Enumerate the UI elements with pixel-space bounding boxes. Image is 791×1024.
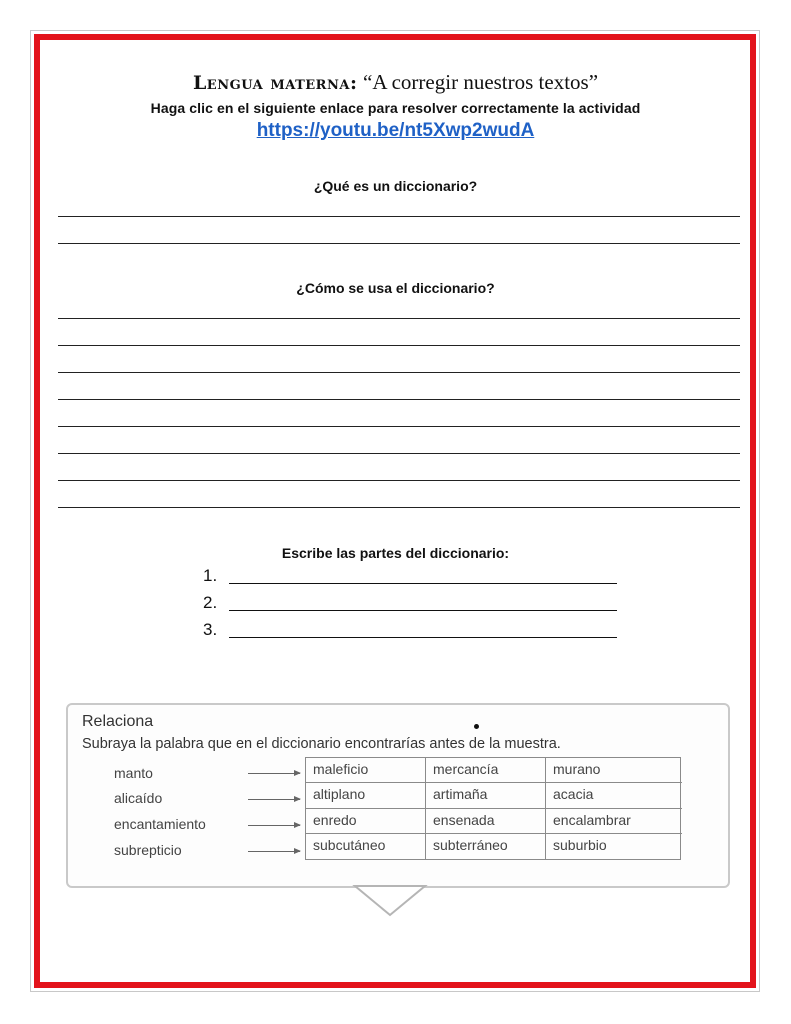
option-cell[interactable]: suburbio [553,836,607,853]
answer-line[interactable] [58,507,740,508]
answer-line[interactable] [58,480,740,481]
sample-word: alicaído [114,790,163,806]
right-arrow-icon [248,799,300,800]
part-number: 2. [203,593,218,612]
subject-label: Lengua materna: [192,72,358,94]
answer-line[interactable] [58,216,740,217]
part-item-3[interactable] [203,620,225,640]
options-table [305,757,681,860]
youtube-link[interactable]: https://youtu.be/nt5Xwp2wudA [256,120,535,141]
option-cell[interactable]: subcutáneo [306,834,426,859]
option-cell[interactable]: ensenada [426,809,546,834]
part-blank[interactable] [229,637,617,638]
option-cell[interactable]: acacia [546,783,682,808]
right-arrow-icon [248,825,300,826]
parts-title: Escribe las partes del diccionario: [281,545,510,561]
option-cell[interactable]: mercancía [426,758,546,783]
down-arrow-icon [345,884,435,918]
relaciona-exercise [66,703,730,888]
answer-line[interactable] [58,426,740,427]
option-cell[interactable]: maleficio [306,758,426,783]
worksheet-title [40,70,751,95]
exercise-instruction: Subraya la palabra que en el diccionario encontrarías antes de la muestra. [82,736,561,752]
option-cell[interactable]: encalambrar [546,809,682,834]
dot-mark [474,724,479,729]
part-blank[interactable] [229,583,617,584]
instruction-text: Haga clic en el siguiente enlace para resolver correctamente la actividad [150,100,641,116]
right-arrow-icon [248,773,300,774]
part-blank[interactable] [229,610,617,611]
topic-title: “A corregir nuestros textos” [363,70,599,94]
option-cell[interactable]: artimaña [426,783,546,808]
sample-word: encantamiento [114,816,206,832]
option-cell[interactable]: altiplano [306,783,426,808]
part-item-2[interactable] [203,593,225,613]
exercise-title: Relaciona [82,713,154,730]
question-2: ¿Cómo se usa el diccionario? [296,280,495,296]
question-1: ¿Qué es un diccionario? [313,178,478,194]
answer-line[interactable] [58,453,740,454]
option-cell[interactable]: subterráneo [426,834,546,859]
answer-line[interactable] [58,399,740,400]
sample-word: manto [114,765,153,781]
answer-line[interactable] [58,372,740,373]
part-item-1[interactable] [203,566,225,586]
part-number: 3. [203,620,218,639]
right-arrow-icon [248,851,300,852]
option-cell[interactable]: murano [546,758,682,783]
answer-line[interactable] [58,345,740,346]
answer-line[interactable] [58,243,740,244]
answer-line[interactable] [58,318,740,319]
part-number: 1. [203,566,218,585]
sample-word: subrepticio [114,842,182,858]
option-cell[interactable]: enredo [306,809,426,834]
